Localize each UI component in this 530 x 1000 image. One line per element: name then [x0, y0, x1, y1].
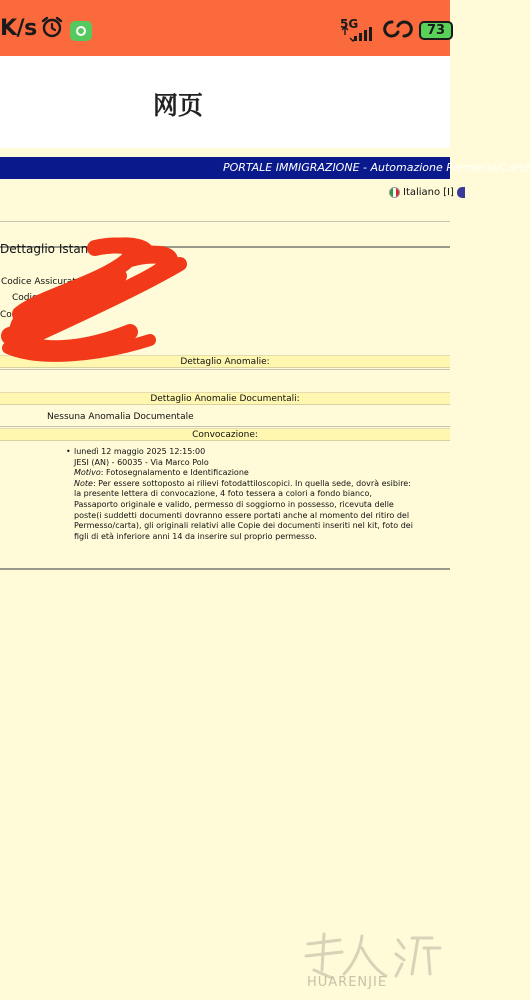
page-title: 网页	[152, 91, 203, 120]
alarm-icon	[40, 15, 64, 39]
motivo-value: : Fotosegnalamento e Identificazione	[100, 468, 249, 478]
network-type: 5G	[340, 17, 359, 31]
italy-flag-icon[interactable]	[389, 187, 400, 198]
battery-icon: 73	[419, 21, 453, 40]
divider	[0, 369, 450, 370]
field-label-codi: Codi	[0, 310, 21, 320]
field-label-codice-assicurata: Codice Assicurat	[1, 277, 76, 287]
loop-icon	[385, 18, 411, 40]
note-value: : Per essere sottoposto ai rilievi fotodattiloscopici. In quella sede, dovrà esibire: la presente lettera di convocazione, 4 foto tessera a colori a fondo bianco, Passaporto originale e valido, permesso di soggiorno in possesso, ricevuta delle poste(i suddetti documenti dovranno essere portati anche al momento del ritiro del Permesso/carta), gli originali relativi alle Copie dei documenti inseriti nel kit, foto dei figli di età inferiore anni 14 da inserire sul proprio permesso.	[74, 478, 413, 541]
status-bar	[0, 0, 450, 56]
divider	[0, 568, 450, 570]
note-label: Note	[74, 478, 93, 488]
bullet-icon: •	[66, 447, 71, 456]
anomalie-header: Dettaglio Anomalie:	[0, 355, 450, 368]
network-speed: K/s	[0, 16, 37, 41]
uk-flag-icon[interactable]	[457, 187, 465, 198]
app-bar	[0, 56, 450, 148]
convocazione-header: Convocazione:	[0, 428, 450, 441]
divider	[0, 221, 450, 222]
portal-banner: PORTALE IMMIGRAZIONE - Automazione Permessi/Carte	[0, 157, 450, 179]
language-label[interactable]: Italiano	[403, 187, 441, 198]
convocazione-datetime: lunedì 12 maggio 2025 12:15:00	[74, 447, 206, 456]
convocazione-note	[74, 479, 416, 543]
anomalie-documentali-value: Nessuna Anomalia Documentale	[47, 412, 194, 422]
motivo-label: Motivo	[74, 468, 101, 478]
language-selector[interactable]	[389, 187, 465, 198]
redaction-scribble	[0, 236, 200, 366]
field-label-codice: Codice	[12, 293, 43, 303]
detail-title: Dettaglio Istanza 1 di 1	[0, 242, 140, 256]
signal-icon	[340, 27, 380, 41]
language-code[interactable]: [I]	[443, 187, 454, 198]
divider	[0, 426, 450, 427]
anomalie-documentali-header: Dettaglio Anomalie Documentali:	[0, 392, 450, 405]
convocazione-details	[66, 447, 416, 542]
convocazione-address: JESI (AN) - 60035 - Via Marco Polo	[74, 457, 209, 467]
app-icon	[70, 21, 92, 41]
convocazione-motivo	[74, 468, 416, 479]
watermark-text: HUARENJIE	[307, 975, 388, 990]
